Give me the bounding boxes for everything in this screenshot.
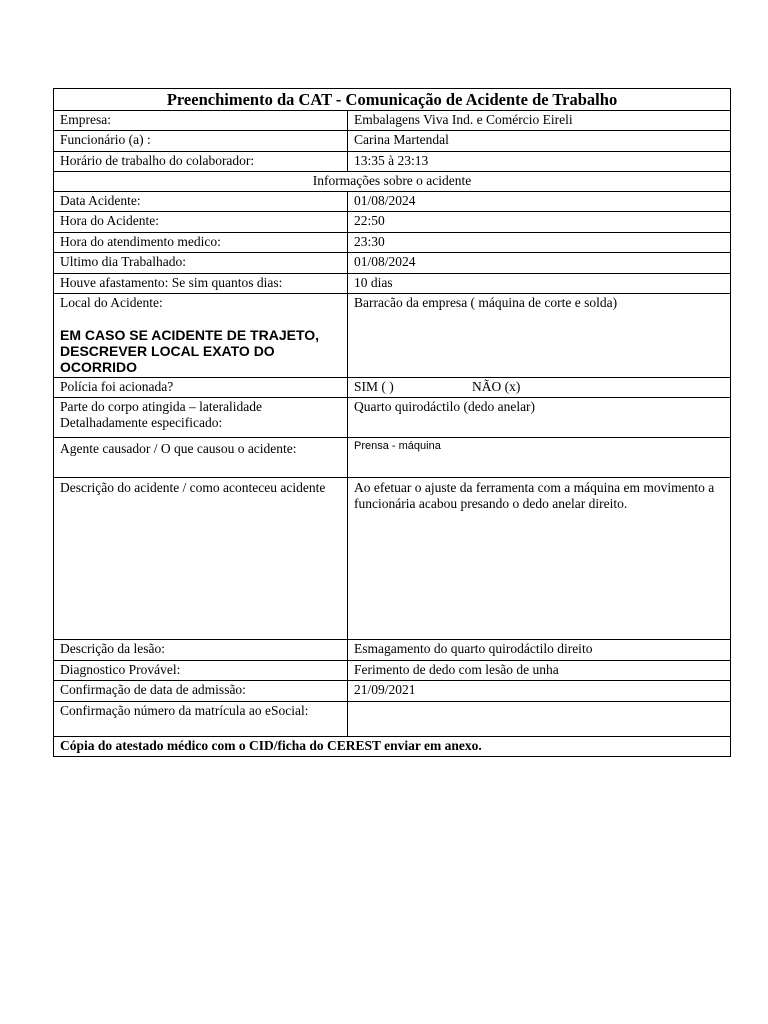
- title-row: [54, 89, 731, 111]
- local-label: Local do Acidente:: [60, 295, 163, 310]
- local-value: Barracão da empresa ( máquina de corte e solda): [348, 294, 731, 378]
- footer-row: [54, 737, 731, 757]
- table-row: [54, 111, 731, 131]
- spacer: [60, 311, 341, 327]
- agent-value: Prensa - máquina: [348, 438, 731, 478]
- accident-time-label: Hora do Acidente:: [54, 212, 348, 233]
- work-hours-value: 13:35 à 23:13: [348, 152, 731, 172]
- table-row: [54, 640, 731, 661]
- accident-time-value: 22:50: [348, 212, 731, 233]
- company-label: Empresa:: [54, 111, 348, 131]
- table-row: [54, 212, 731, 233]
- table-row: [54, 702, 731, 737]
- footer-note: Cópia do atestado médico com o CID/ficha do CEREST enviar em anexo.: [54, 737, 731, 757]
- work-hours-label: Horário de trabalho do colaborador:: [54, 152, 348, 172]
- police-value-cell: [348, 378, 731, 398]
- body-part-label-line2: Detalhadamente especificado:: [60, 415, 223, 430]
- table-row: [54, 152, 731, 172]
- last-workday-label: Ultimo dia Trabalhado:: [54, 253, 348, 274]
- accident-date-value: 01/08/2024: [348, 192, 731, 212]
- description-value: Ao efetuar o ajuste da ferramenta com a máquina em movimento a funcionária acabou presando o dedo anelar direito.: [348, 478, 731, 640]
- police-label: Polícia foi acionada?: [54, 378, 348, 398]
- table-row: [54, 438, 731, 478]
- section-header: Informações sobre o acidente: [54, 172, 731, 192]
- police-nao-option: NÃO (x): [472, 379, 521, 394]
- esocial-value: [348, 702, 731, 737]
- cat-form-table: [53, 88, 731, 757]
- admission-date-label: Confirmação de data de admissão:: [54, 681, 348, 702]
- leave-label: Houve afastamento: Se sim quantos dias:: [54, 274, 348, 294]
- table-row: [54, 294, 731, 378]
- table-row: [54, 192, 731, 212]
- local-note: EM CASO SE ACIDENTE DE TRAJETO, DESCREVER LOCAL EXATO DO OCORRIDO: [60, 327, 320, 375]
- table-row: [54, 378, 731, 398]
- agent-label: Agente causador / O que causou o acidente:: [54, 438, 348, 478]
- form-title: Preenchimento da CAT - Comunicação de Acidente de Trabalho: [54, 89, 731, 111]
- body-part-label-line1: Parte do corpo atingida – lateralidade: [60, 399, 263, 414]
- diagnosis-label: Diagnostico Provável:: [54, 661, 348, 681]
- last-workday-value: 01/08/2024: [348, 253, 731, 274]
- section-header-row: [54, 172, 731, 192]
- table-row: [54, 478, 731, 640]
- admission-date-value: 21/09/2021: [348, 681, 731, 702]
- employee-value: Carina Martendal: [348, 131, 731, 152]
- injury-label: Descrição da lesão:: [54, 640, 348, 661]
- table-row: [54, 398, 731, 438]
- leave-value: 10 dias: [348, 274, 731, 294]
- table-row: [54, 661, 731, 681]
- esocial-label: Confirmação número da matrícula ao eSocial:: [54, 702, 348, 737]
- diagnosis-value: Ferimento de dedo com lesão de unha: [348, 661, 731, 681]
- company-value: Embalagens Viva Ind. e Comércio Eireli: [348, 111, 731, 131]
- care-time-value: 23:30: [348, 233, 731, 253]
- body-part-value: Quarto quirodáctilo (dedo anelar): [348, 398, 731, 438]
- accident-date-label: Data Acidente:: [54, 192, 348, 212]
- body-part-cell: [54, 398, 348, 438]
- table-row: [54, 233, 731, 253]
- table-row: [54, 274, 731, 294]
- injury-value: Esmagamento do quarto quirodáctilo direito: [348, 640, 731, 661]
- care-time-label: Hora do atendimento medico:: [54, 233, 348, 253]
- employee-label: Funcionário (a) :: [54, 131, 348, 152]
- description-label: Descrição do acidente / como aconteceu acidente: [54, 478, 348, 640]
- table-row: [54, 253, 731, 274]
- police-sim-option: SIM ( ): [354, 379, 394, 394]
- local-cell: [54, 294, 348, 378]
- table-row: [54, 681, 731, 702]
- table-row: [54, 131, 731, 152]
